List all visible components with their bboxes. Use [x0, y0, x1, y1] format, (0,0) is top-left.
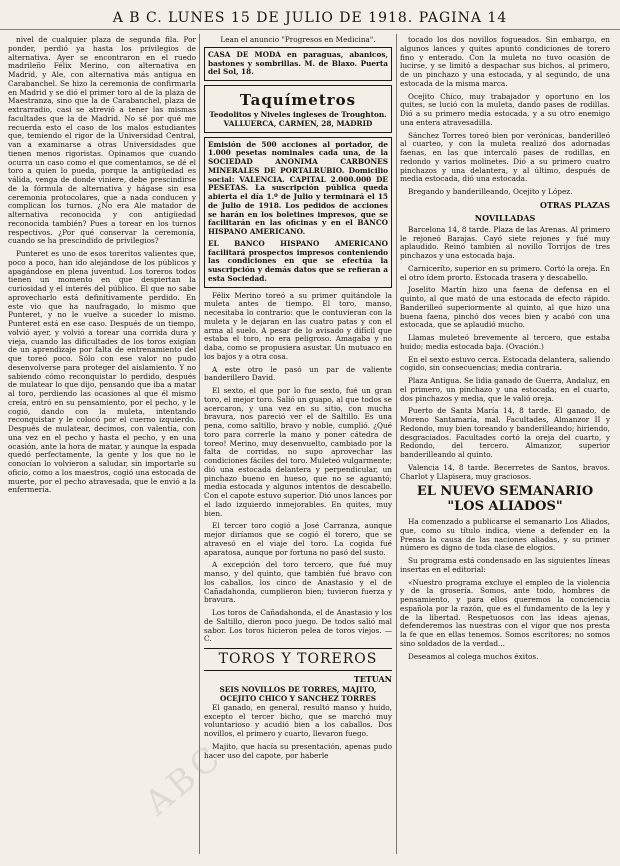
subsection-title: NOVILLADAS [474, 213, 536, 224]
paragraph: Puerto de Santa María 14, 8 tarde. El ganado, de Moreno Santamaría, mal. Facultades, Almanzor II y Redondo, muy bien toreando y banderilleando; hiriendo, desgraciados. Facultades cortó la oreja del cuarto, y Redondo, del tercero. Almanzor, superior banderilleando al quinto. [400, 406, 610, 460]
paragraph: A excepción del toro tercero, que fué muy manso, y del quinto, que también fué bravo con los caballos, los cinco de Anastasio y el de Cañadahonda, cumplieron bien; tuvieron fuerza y bravura. [204, 560, 392, 605]
page-header: A B C. LUNES 15 DE JULIO DE 1918. PAGINA 14 [0, 6, 620, 30]
ad-carbones [204, 137, 392, 288]
ad-casa-de-moda [204, 47, 392, 81]
subsection-sub: SEIS NOVILLOS DE TORRES, MAJITO, OCEJITO CHICO Y SANCHEZ TORRES [219, 685, 377, 704]
paragraph: Plaza Antigua. Se lidia ganado de Guerra, Andaluz, en el primero, un pinchazo y una estocada; en el cuarto, dos pinchazos y media, que le valió oreja. [400, 376, 610, 403]
paragraph: nivel de cualquier plaza de segunda fila. Por ponder, perdió ya hasta los privilegios de alternativa. Ayer se encontraron en el ruedo madrileño Félix Merino, con alternativa en Madrid, y Ale, con alternativa más antigua en Carabanchel. Se hizo la ceremonia de confirmarla en Madrid y se dió el primer toro al de la plaza de Maestranza, sino que la de Carabanchel, plaza de extrarradio, casi se atrevió a tener las mismas facultades que la de Madrid. No sé por qué me recuerda esto el caso de los malos estudiantes que, temiendo el rigor de la Universidad Central, van a examinarse a otras Universidades que tienen menos rigoristas. Opinamos que cuando ocurra un caso como el que comentamos, se dé el toro a quien lo pueda, porque la antigüedad es válida, venga de donde viniere, debe prescindirse de la fórmula de alternativa y hágase sin esa ceremonia protocolares, que a nada conducen y complican los turnos. ¿No era Ale matador de alternativa reconocida y con antigüedad reconocida también? Pues a torear en los turnos respectivos. ¿Por qué conservar la ceremonia, cuando se ha prescindido de privilegios? [8, 36, 196, 246]
paragraph: A este otro le pasó un par de valiente banderillero David. [204, 364, 392, 383]
watermark-decoration: ABC [137, 736, 231, 824]
ad-taquimetros [204, 85, 392, 133]
subsection-title: TETUAN [353, 673, 392, 684]
paragraph: Valencia 14, 8 tarde. Becerretes de Santos, bravos. Charlot y Llapisera, muy graciosos. [400, 462, 610, 481]
paragraph: Carniceríto, superior en su primero. Cortó la oreja. En el otro ídem prorto. Estocada trasera y descabello. [400, 263, 610, 282]
column-rule [199, 34, 200, 854]
paragraph: Sánchez Torres toreó bien por verónicas, banderilleó al cuarteo, y con la muleta realizó dos adornadas faenas, en las que intercaló pases de rodillas, en redondo y varios molinetes. Dió a su primero cuatro pinchazos y una delantera, y al último, después de media estocada, dió una estocada. [400, 130, 610, 184]
article-title: EL NUEVO SEMANARIO "LOS ALIADOS" [416, 484, 594, 514]
column-right [400, 36, 610, 665]
paragraph: Ocejito Chico, muy trabajador y oportuno en los quites, se lució con la muleta, dando pases de rodillas. Dió a su primero media estocada, y a su otro enemigo una entera atravesadilla. [400, 91, 610, 127]
paragraph: Majito, que hacía su presentación, apenas pudo hacer uso del capote, por haberle [204, 741, 392, 760]
paragraph: Punteret es uno de esos toreritos valientes que, poco a poco, han ido alejándose de los públicos y apagándose en plena juventud. Los toreros todos tienen un momento en que despiertan la curiosidad y el interés del público. El que no sabe aprovecharlo está definitivamente perdido. En este vio que ha naufragado, lo mismo que Punteret, y no le vuelve a suceder lo mismo. Punteret está en ese caso. Después de un tiempo, volvió ayer, y volvió a torear una corrida dura y vieja, cuando las dificultades de los toros exigían de un aprendizaje por falta de entrenamiento del que toreó poco. Sólo con ese valor no pudo desenvolverse para proteger del aislamiento. Y no sabiendo cómo reconquistar lo perdido, después de mulatear lo que dijo, pensando que iba a matar al toro, perdiendo las ocasiones al que él mismo creía, entró en su pensamiento, por el pecho, y le cogió, dando con la muleta, intentando reconquistar y le colocó por el cuerno izquierdo. Después de mulatear, decimos, con valentía, con una vez en el pecho y hasta el pecho, y en una ocasión, ante la hora de matar, y aunque la espada quedó perfectamente, la gente y los que no le conocían lo volvieron a saludar, sin importarle su oficio, como a los maestros, cogió una estocada de muerte, por el pecho atravesada, que le envió a la enfermería. [8, 249, 196, 495]
subsection-title: OTRAS PLAZAS [539, 199, 610, 210]
paragraph: El sexto, el que por lo fue sexto, fué un gran toro, el mejor toro. Salió un guapo, al que todos se acercaron, y una vez en su sitio, con mucha bravura, nos pareció ver el de Saltillo. Es una pena, como saltillo, bravo y noble, cumplió. ¿Qué toro para correrle la mano y poner cátedra de toreo! Merino, muy desenvuelto, cambiado por la falta de corridas, no supo aprovechar las condiciones fáciles del toro. Muleteó vulgarmente; dió una estocada delantera y perpendicular, un pinchazo bueno en hueso, que no se aguantó; media estocada y algunos intentos de descabello. Con el capote estuvo superior. Dió unos lances por el lado izquierdo inmejorables. En quites, muy bien. [204, 386, 392, 518]
notice-line: Lean el anuncio "Progresos en Medicina". [220, 36, 376, 44]
paragraph: En el sexto estuvo cerca. Estocada delantera, saliendo cogido, sin consecuencias; media contraria. [400, 354, 610, 373]
ad-text: CASA DE MODA en paraguas, abanicos, bastones y sombrillas. M. de Blaxo. Puerta del Sol, 18. [208, 49, 388, 77]
column-middle [204, 36, 392, 764]
section-title: TOROS Y TOREROS [204, 648, 392, 671]
paragraph: Ha comenzado a publicarse el semanario Los Aliados, que, como su título indica, viene a defender en la Prensa la causa de las naciones aliadas, y su primer número es digno de toda clase de elogios. [400, 517, 610, 553]
paragraph: Llamas muleteó brevemente al tercero, que estaba huido; media estocada baja. (Ovación.) [400, 333, 610, 351]
paragraph: Barcelona 14, 8 tarde. Plaza de las Arenas. Al primero le rejoneó Barajas. Cayó siete rejones y fué muy aplaudido. Reinó también al novillo Torrijos de tres pinchazos y una estocada baja. [400, 224, 610, 261]
paragraph: El ganado, en general, resultó manso y huido, excepto el tercer bicho, que se marchó muy voluntarioso y acudió bien a los caballos. Dos novillos, el primero y cuarto, llevaron fuego. [204, 702, 392, 739]
paragraph: El tercer toro cogió a José Carranza, aunque mejor diríamos que se cogió él torero, que se atravesó en el viaje del toro. La cogida fué aparatosa, aunque por fortuna no pasó del susto. [204, 521, 392, 557]
paragraph: Los toros de Cañadahonda, el de Anastasio y los de Saltillo, dieron poco juego. De todos salió mal sabor. Los toros hicieron pelea de toros viejos. —C. [204, 608, 392, 644]
paragraph: Bregando y banderilleando, Ocejito y López. [408, 187, 573, 196]
paragraph: Su programa está condensado en las siguientes líneas insertas en el editorial: [400, 556, 610, 574]
paragraph: tocado los dos novillos fogueados. Sin embargo, en algunos lances y quites apuntó condiciones de torero fino y enterado. Con la muleta no tuvo ocasión de lucirse, y se limitó a despachar sus bichos, al primero, de un pinchazo y una estocada, y al segundo, de una estocada de la misma marca. [400, 36, 610, 88]
ad-body: Teodolitos y Niveles ingleses de Troughton. VALLUERCA, CARMEN, 28, MADRID [209, 110, 387, 128]
paragraph: «Nuestro programa excluye el empleo de la violencia y de la grosería. Somos, ante todo, hombres de pensamiento, y para ellos queremos la conciencia española por la razón, que es el fundamento de la ley y de la libertad. Respetuosos con las ideas ajenas, defenderemos las nuestras con el vigor que nos presta la fe que en ellas tenemos. Somos escritores; no somos sino soldados de la verdad... [400, 577, 610, 648]
paragraph: Félix Merino toreó a su primer quitándole la muleta antes de tiempo. El toro, manso, necesitaba lo contrario: que le contuvieran con la muleta y le dejaran en las cuatro patas y con el arma al suelo. A pesar de lo avisado y difícil que estaba el toro, no era peligroso. Amagaba y no daba, como se propusiera asustar. Un mutuaco en los bajos y a otra cosa. [204, 290, 392, 361]
column-rule [396, 34, 397, 854]
ad-title: Taquímetros [239, 91, 357, 109]
column-left [8, 36, 196, 499]
ad-box-text-2: EL BANCO HISPANO AMERICANO facilitará prospectos impresos conteniendo las condiciones en que se efectúa la suscripción y demás datos que se refieran a esta Sociedad. [208, 238, 388, 283]
paragraph: Deseamos al colega muchos éxitos. [408, 651, 539, 661]
ad-box-text: Emisión de 500 acciones al portador, de 1.000 pesetas nominales cada una, de la SOCIEDAD ANONIMA CARBONES MINERALES DE PORTALRUBIO. Domicilio social: VALENCIA. CAPITAL 2.000.000 DE PESETAS. La suscripción pública queda abierta el día 1.º de Julio y terminará el 15 de Julio de 1918. Los pedidos de acciones se harán en los boletines impresos, que se facilitarán en las oficinas y en el BANCO HISPANO AMERICANO. [208, 139, 388, 236]
paragraph: Joselito Martín hizo una faena de defensa en el quinto, al que mató de una estocada de efecto rápido. Banderilleó superiormente al quinto, al que hizo una buena faena, pinchó dos veces bien y acabó con una estocada, que se aplaudió mucho. [400, 285, 610, 330]
